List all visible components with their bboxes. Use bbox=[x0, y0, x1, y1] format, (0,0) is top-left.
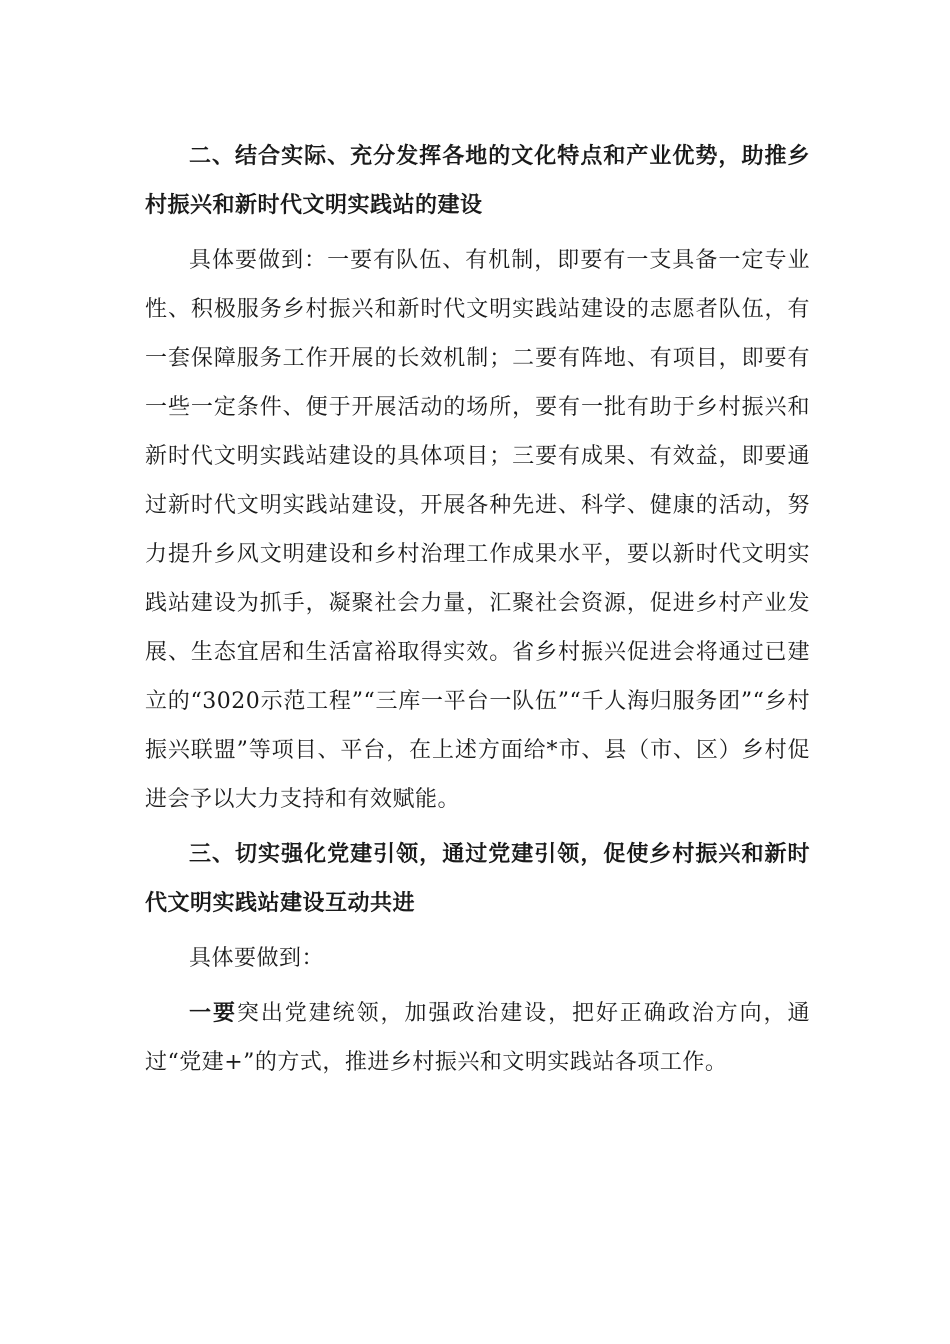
section-body-2: 具体要做到：一要有队伍、有机制，即要有一支具备一定专业性、积极服务乡村振兴和新时代文明实践站建设的志愿者队伍，有一套保障服务工作开展的长效机制；二要有阵地、有项目，即要有一些一定条件、便于开展活动的场所，要有一批有助于乡村振兴和新时代文明实践站建设的具体项目；三要有成果、有效益，即要通过新时代文明实践站建设，开展各种先进、科学、健康的活动，努力提升乡风文明建设和乡村治理工作成果水平，要以新时代文明实践站建设为抓手，凝聚社会力量，汇聚社会资源，促进乡村产业发展、生态宜居和生活富裕取得实效。省乡村振兴促进会将通过已建立的“3020示范工程”“三库一平台一队伍”“千人海归服务团”“乡村振兴联盟”等项目、平台，在上述方面给*市、县（市、区）乡村促进会予以大力支持和有效赋能。 bbox=[145, 248, 810, 812]
section-item-1 bbox=[145, 989, 810, 1087]
item-1-bold-prefix: 一要 bbox=[189, 1000, 237, 1026]
document-body bbox=[145, 132, 810, 1087]
section-lead-3: 具体要做到： bbox=[189, 946, 325, 971]
section-heading-2: 二、结合实际、充分发挥各地的文化特点和产业优势，助推乡村振兴和新时代文明实践站的建设 bbox=[145, 143, 810, 218]
section-heading-3: 三、切实强化党建引领，通过党建引领，促使乡村振兴和新时代文明实践站建设互动共进 bbox=[145, 841, 810, 916]
item-1-text: 突出党建统领，加强政治建设，把好正确政治方向，通过“党建+”的方式，推进乡村振兴和文明实践站各项工作。 bbox=[145, 1001, 810, 1075]
